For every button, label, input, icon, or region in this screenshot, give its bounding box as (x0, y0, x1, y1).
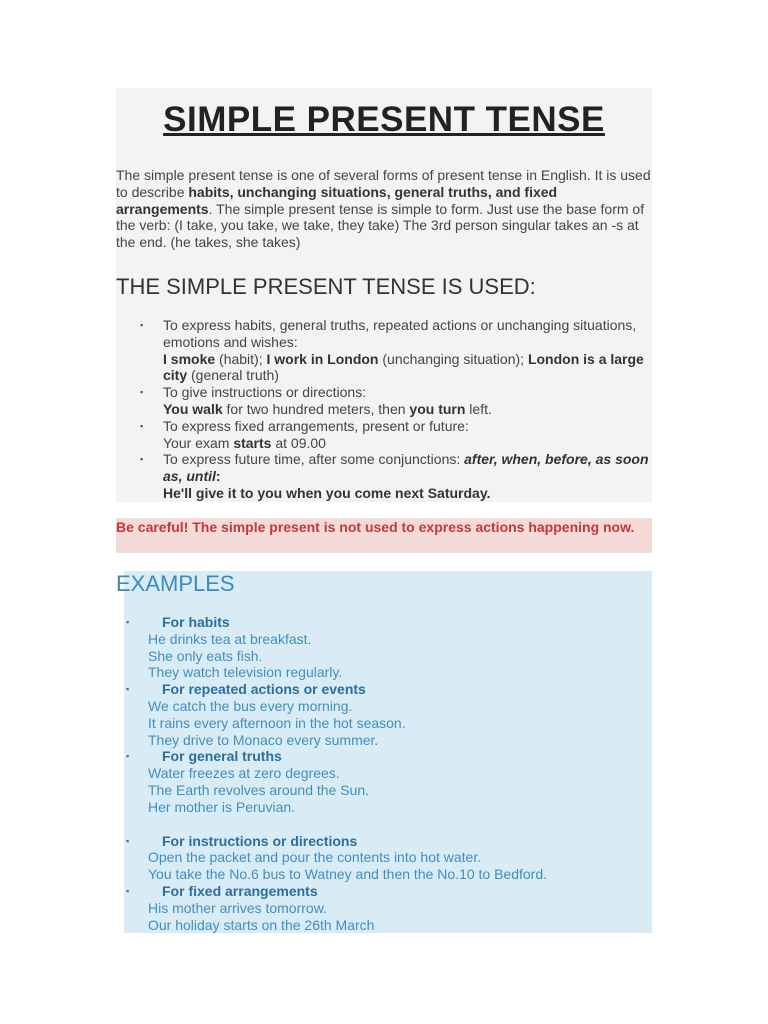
example-line: We catch the bus every morning. (148, 697, 353, 714)
example-group-repeated (124, 681, 652, 748)
example-bold: You walk (163, 400, 223, 417)
conjunctions-list: after, when, before, as soon as, until (163, 451, 649, 485)
example-line: You take the No.6 bus to Watney and then the No.10 to Bedford. (148, 866, 548, 883)
example-sentence: He'll give it to you when you come next Saturday. (163, 484, 491, 501)
examples-list (124, 614, 652, 933)
spacer (124, 816, 652, 833)
example-group-arrangements (124, 883, 652, 933)
example-group-heading: For instructions or directions (162, 832, 358, 849)
example-bold: London is a large city (163, 350, 644, 384)
example-line: The Earth revolves around the Sun. (148, 781, 370, 798)
example-bold: I smoke (163, 350, 216, 367)
example-line: They drive to Monaco every summer. (148, 731, 379, 748)
example-line: Open the packet and pour the contents into hot water. (148, 849, 482, 866)
example-bold: you turn (409, 400, 466, 417)
usage-heading: THE SIMPLE PRESENT TENSE IS USED: (116, 274, 536, 299)
square-bullet-icon: ▪ (126, 885, 130, 896)
example-line: It rains every afternoon in the hot season. (148, 714, 406, 731)
example-line: She only eats fish. (148, 647, 263, 664)
square-bullet-icon: ▪ (140, 420, 144, 431)
usage-description: To express fixed arrangements, present or future: (163, 417, 469, 434)
colon-text: : (215, 468, 221, 485)
square-bullet-icon: ▪ (126, 684, 130, 695)
example-group-heading: For repeated actions or events (162, 681, 366, 698)
example-group-habits (124, 614, 652, 681)
usage-item-future (140, 451, 652, 501)
example-line: His mother arrives tomorrow. (148, 899, 327, 916)
example-line: Her mother is Peruvian. (148, 798, 296, 815)
example-group-heading: For habits (162, 614, 230, 630)
example-line: Water freezes at zero degrees. (148, 765, 340, 782)
example-text: (general truth) (187, 367, 279, 384)
example-group-heading: For fixed arrangements (162, 882, 318, 899)
usage-item-habits (140, 317, 652, 384)
example-line: They watch television regularly. (148, 664, 343, 681)
usage-description: To give instructions or directions: (163, 384, 367, 401)
square-bullet-icon: ▪ (140, 387, 144, 398)
example-line: He drinks tea at breakfast. (148, 630, 312, 647)
example-group-instructions (124, 833, 652, 883)
example-text: (habit); (215, 350, 267, 367)
example-text: Your exam (163, 434, 234, 451)
square-bullet-icon: ▪ (126, 835, 130, 846)
intro-paragraph (116, 167, 656, 251)
usage-description: To express future time, after some conjunctions: (163, 451, 465, 468)
square-bullet-icon: ▪ (140, 320, 144, 330)
intro-text-2: . The simple present tense is simple to form. Just use the base form of the verb: (I take, you take, we take, they take) The 3rd person singular takes an -s at the end. (he takes, she takes) (116, 200, 645, 251)
square-bullet-icon: ▪ (140, 454, 144, 465)
example-group-truths (124, 748, 652, 832)
warning-banner: Be careful! The simple present is not used to express actions happening now. (116, 518, 652, 553)
usage-item-instructions (140, 384, 652, 418)
example-text: at 09.00 (271, 434, 326, 451)
example-bold: starts (233, 434, 272, 451)
page-title: SIMPLE PRESENT TENSE (163, 100, 605, 139)
example-group-heading: For general truths (162, 748, 282, 765)
square-bullet-icon: ▪ (126, 751, 130, 762)
usage-list (140, 317, 652, 502)
intro-text-1: The simple present tense is one of several forms of present tense in English. It is used to describe (116, 167, 651, 200)
example-text: left. (465, 400, 492, 417)
example-line: Our holiday starts on the 26th March (148, 916, 375, 933)
example-text: (unchanging situation); (378, 350, 528, 367)
example-text: for two hundred meters, then (222, 400, 410, 417)
examples-heading: EXAMPLES (116, 571, 235, 596)
usage-description: To express habits, general truths, repeated actions or unchanging situations, emotions and wishes: (163, 317, 637, 350)
intro-bold: habits, unchanging situations, general truths, and fixed arrangements (116, 183, 558, 217)
usage-item-arrangements (140, 418, 652, 452)
example-bold: I work in London (266, 350, 379, 367)
square-bullet-icon: ▪ (126, 617, 130, 627)
